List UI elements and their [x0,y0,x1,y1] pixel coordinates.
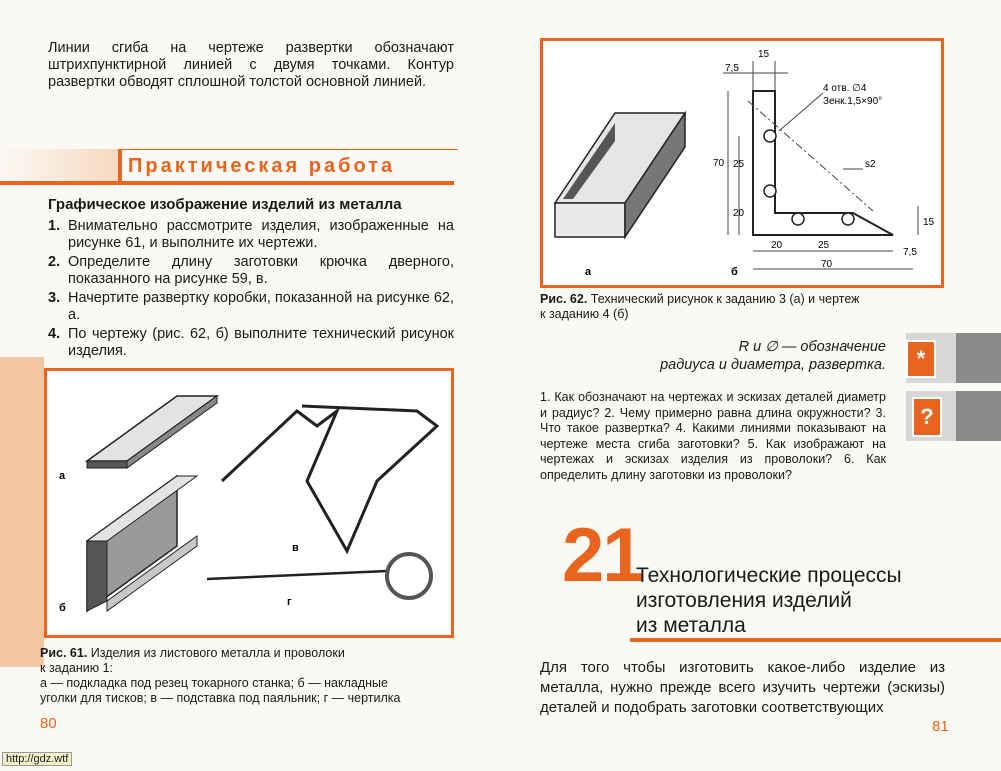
task-text: Внимательно рассмотрите изделия, изображенные на рисунке 61, и выполните их чертежи. [68,218,454,251]
task-item [48,290,454,324]
caption-line: Технический рисунок к заданию 3 (а) и чертеж [590,292,860,306]
task-item [48,218,454,252]
label-g: г [287,596,292,608]
dim-holes: 4 отв. ∅4 [823,83,867,94]
dim-s2: s2 [865,159,876,170]
label-v: в [292,542,299,554]
definition-note [560,338,886,374]
figure-62 [540,38,944,288]
label-b: б [59,602,66,614]
task-number: 4. [48,326,61,342]
plate-shape [87,396,217,468]
caption-line: Изделия из листового металла и проволоки [90,646,345,660]
dim-countersink: Зенк.1,5×90° [823,96,883,107]
practical-work-title: Практическая работа [128,155,396,177]
watermark-link[interactable]: http://gdz.wtf [2,752,72,766]
dim-15-top: 15 [758,49,770,60]
task-text: Определите длину заготовки крючка дверного, показанного на рисунке 59, в. [68,254,454,287]
dim-25-left: 25 [733,159,745,170]
intro-paragraph: Линии сгиба на чертеже развертки обозначают штрихпунктирной линией с двумя точками. Контур развертки обводят сплошной толстой основной линией. [48,40,454,90]
left-margin-bar [0,357,44,667]
chapter-title [636,563,902,638]
plate-drawing [723,61,918,269]
note-line: R и ∅ — обозначение [738,339,886,355]
dim-15-right: 15 [923,217,935,228]
task-number: 2. [48,254,61,270]
caption-title: Рис. 61. [40,646,88,660]
label-a: а [59,470,66,482]
caption-title: Рис. 62. [540,292,588,306]
star-icon: * [906,340,936,378]
dim-7-5-bottom: 7,5 [903,247,917,258]
chapter-title-line: из металла [636,614,746,637]
chapter-title-line: Технологические процессы [636,564,902,587]
dim-20-bottom: 20 [771,240,783,251]
banner-underline [0,181,454,185]
caption-line: а — подкладка под резец токарного станка; б — накладные [40,676,388,690]
task-list [48,218,454,360]
page-number-left: 80 [40,715,57,732]
angle-shape [87,476,197,611]
task-number: 1. [48,218,61,234]
dim-7-5-top: 7,5 [725,63,739,74]
caption-line: к заданию 4 (б) [540,307,629,321]
right-margin-bar [956,333,1001,383]
caption-line: к заданию 1: [40,661,114,675]
dim-20-left: 20 [733,208,745,219]
dim-70-bottom: 70 [821,259,833,270]
label-b: б [731,266,738,278]
page-number-right: 81 [932,718,949,735]
box-shape [555,113,685,237]
review-questions: 1. Как обозначают на чертежах и эскизах деталей диаметр и радиус? 2. Чему примерно равна длина окружности? 3. Что такое развертка? 4. Какими линиями показывают на чертеже места сгиба заготовки? 5. Как изображают на чертежах и эскизах изделия из проволоки? 6. Как определить длину заготовки из проволоки? [540,390,886,482]
right-margin-bar [956,391,1001,441]
chapter-number: 21 [562,513,643,598]
wire-stand-shape [222,406,437,551]
question-icon: ? [912,397,942,437]
scriber-shape [207,554,431,598]
task-item [48,326,454,360]
chapter-underline [630,638,1001,642]
figure-62-drawing [543,41,941,285]
note-line: радиуса и диаметра, развертка. [660,357,886,373]
task-number: 3. [48,290,61,306]
figure-62-caption [540,292,940,322]
chapter-title-line: изготовления изделий [636,589,852,612]
task-item [48,254,454,288]
chapter-body: Для того чтобы изготовить какое-либо изделие из металла, нужно прежде всего изучить чертежи (эскизы) деталей и подобрать заготовки соответствующих [540,659,945,716]
figure-61-drawing [47,371,451,635]
banner-fade [0,149,118,181]
caption-line: уголки для тисков; в — подставка под паяльник; г — чертилка [40,691,401,705]
work-heading: Графическое изображение изделий из металла [48,196,402,213]
dim-70-left: 70 [713,158,725,169]
task-text: Начертите развертку коробки, показанной на рисунке 62, а. [68,290,454,323]
label-a: а [585,266,592,278]
figure-61-caption [40,646,450,706]
dim-25-bottom: 25 [818,240,830,251]
task-text: По чертежу (рис. 62, б) выполните технический рисунок изделия. [68,326,454,359]
figure-61 [44,368,454,638]
